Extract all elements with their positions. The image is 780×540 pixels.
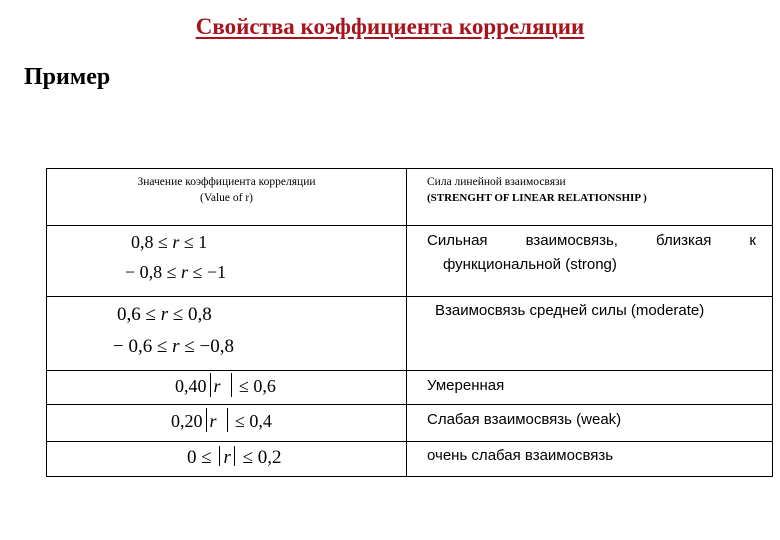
range-high: 0,8 bbox=[188, 304, 212, 325]
range-cell bbox=[47, 371, 407, 405]
strength-text: Взаимосвязь средней силы (moderate) bbox=[435, 302, 705, 319]
strength-cell bbox=[407, 405, 773, 442]
range-line: − 0,8 ≤ r ≤ −1 bbox=[125, 262, 227, 282]
header-value-label-en: (Value of r) bbox=[199, 192, 253, 204]
strength-text: Сильная взаимосвязь, близкая к bbox=[427, 232, 756, 249]
example-heading: Пример bbox=[24, 64, 111, 90]
range-high: −0,8 bbox=[199, 336, 234, 357]
range-high: 0,2 bbox=[257, 447, 282, 468]
range-line: 0 ≤ r ≤ 0,2 bbox=[187, 447, 282, 468]
range-line: 0,40 r ≤ 0,6 bbox=[47, 371, 406, 401]
range-low: − 0,8 bbox=[125, 262, 163, 282]
strength-text: функциональной (strong) bbox=[443, 256, 617, 273]
range-low: 0,6 bbox=[117, 304, 141, 325]
range-low: − 0,6 bbox=[113, 336, 153, 357]
range-low: 0,8 bbox=[131, 232, 154, 252]
strength-cell bbox=[407, 297, 773, 371]
range-line: 0,8 ≤ r ≤ 1 bbox=[131, 232, 208, 252]
range-line: − 0,6 ≤ r ≤ −0,8 bbox=[113, 336, 234, 357]
header-strength-cell bbox=[407, 169, 773, 226]
table-header-row bbox=[47, 169, 773, 226]
range-line: 0,6 ≤ r ≤ 0,8 bbox=[117, 304, 212, 325]
header-strength-label: Сила линейной взаимосвязи bbox=[427, 176, 566, 188]
range-high: 0,4 bbox=[249, 411, 272, 431]
correlation-table bbox=[46, 168, 773, 477]
slide-title: Свойства коэффициента корреляции bbox=[195, 14, 585, 39]
strength-cell bbox=[407, 442, 773, 477]
table-row bbox=[47, 371, 773, 405]
table-row bbox=[47, 442, 773, 477]
range-high: −1 bbox=[206, 262, 227, 282]
range-line: 0,20 r ≤ 0,4 bbox=[47, 405, 406, 436]
range-low: 0,20 bbox=[171, 411, 203, 431]
header-value-cell bbox=[47, 169, 407, 226]
strength-cell bbox=[407, 371, 773, 405]
range-high: 1 bbox=[198, 232, 208, 252]
strength-text: Умеренная bbox=[427, 377, 505, 394]
table-row bbox=[47, 405, 773, 442]
range-low: 0,40 bbox=[175, 376, 207, 396]
strength-text: Слабая взаимосвязь (weak) bbox=[427, 411, 622, 428]
strength-text: очень слабая взаимосвязь bbox=[427, 447, 614, 464]
range-high: 0,6 bbox=[253, 376, 276, 396]
range-low: 0 bbox=[187, 447, 197, 468]
header-value-label: Значение коэффициента корреляции bbox=[137, 176, 316, 188]
range-cell bbox=[47, 405, 407, 442]
table-row bbox=[47, 226, 773, 297]
range-cell bbox=[47, 226, 407, 297]
header-strength-label-en: (STRENGHT OF LINEAR RELATIONSHIP ) bbox=[427, 192, 647, 204]
range-cell bbox=[47, 297, 407, 371]
table-row bbox=[47, 297, 773, 371]
strength-cell bbox=[407, 226, 773, 297]
range-cell bbox=[47, 442, 407, 477]
